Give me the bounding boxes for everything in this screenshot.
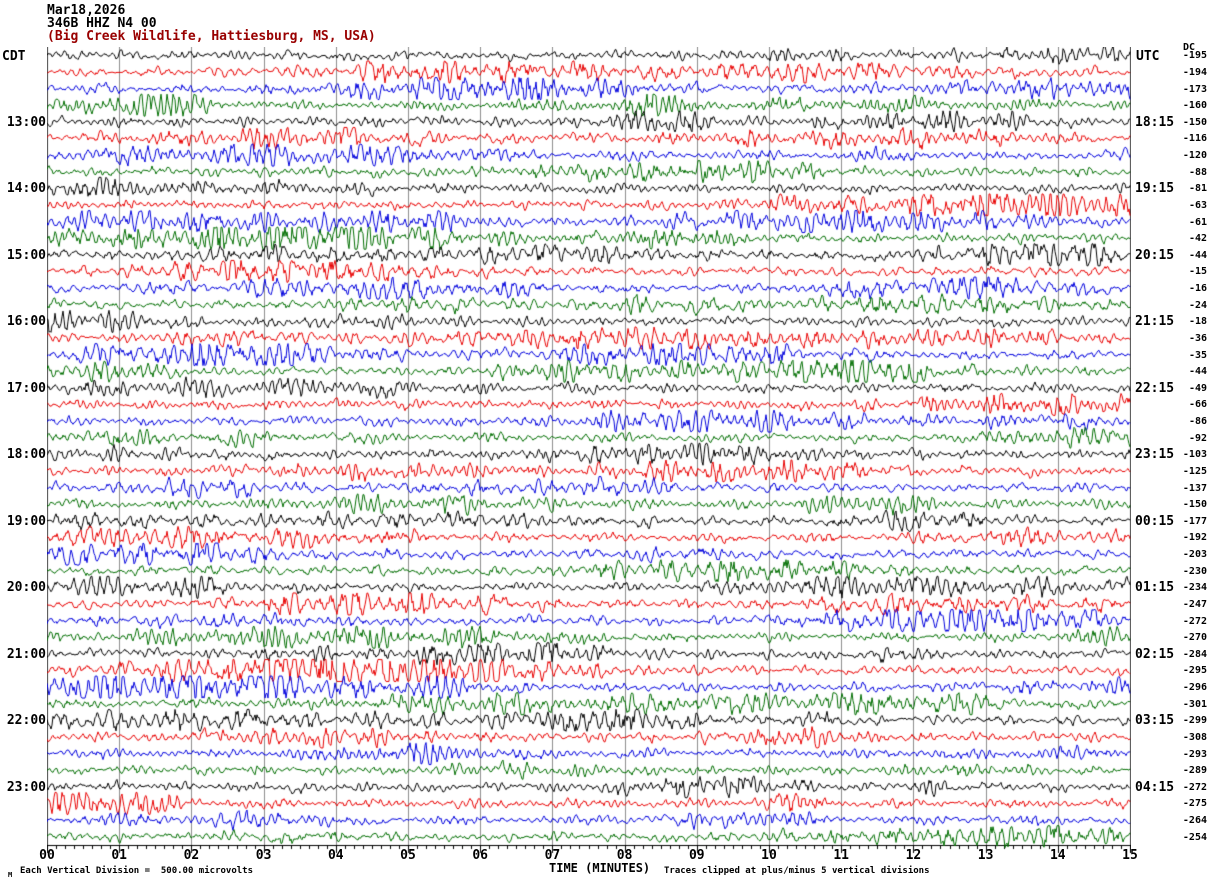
x-tick-label: 02 [183, 848, 200, 863]
dc-offset-value: -296 [1182, 682, 1207, 694]
dc-offset-value: -18 [1188, 316, 1207, 328]
dc-offset-value: -254 [1182, 831, 1207, 843]
dc-offset-value: -49 [1188, 382, 1207, 394]
dc-offset-value: -230 [1182, 565, 1207, 577]
cdt-time-label: 20:00 [6, 580, 46, 596]
dc-offset-value: -16 [1188, 283, 1207, 295]
dc-offset-value: -272 [1182, 781, 1207, 793]
dc-offset-value: -234 [1182, 582, 1207, 594]
dc-offset-value: -15 [1188, 266, 1207, 278]
cdt-time-label: 15:00 [6, 247, 46, 263]
dc-offset-value: -24 [1188, 299, 1207, 311]
dc-offset-value: -177 [1182, 515, 1207, 527]
dc-offset-value: -81 [1188, 183, 1207, 195]
dc-offset-value: -103 [1182, 449, 1207, 461]
left-timezone-label: CDT [2, 49, 26, 64]
dc-offset-header: DC [1183, 42, 1196, 53]
dc-offset-value: -61 [1188, 216, 1207, 228]
dc-offset-value: -295 [1182, 665, 1207, 677]
title-station-location: (Big Creek Wildlife, Hattiesburg, MS, USA) [47, 29, 376, 44]
x-tick-label: 13 [977, 848, 994, 863]
dc-offset-value: -88 [1188, 166, 1207, 178]
x-tick-label: 08 [616, 848, 633, 863]
dc-offset-value: -192 [1182, 532, 1207, 544]
cdt-time-label: 18:00 [6, 447, 46, 463]
dc-offset-value: -173 [1182, 83, 1207, 95]
dc-offset-value: -293 [1182, 748, 1207, 760]
dc-offset-value: -125 [1182, 465, 1207, 477]
x-tick-label: 00 [39, 848, 55, 863]
x-tick-label: 10 [761, 848, 777, 863]
cdt-time-label: 17:00 [6, 380, 46, 396]
utc-time-label: 02:15 [1135, 646, 1175, 662]
dc-offset-value: -160 [1182, 100, 1207, 112]
x-tick-label: 03 [255, 848, 272, 863]
dc-offset-value: -44 [1188, 249, 1207, 261]
dc-offset-value: -194 [1182, 66, 1207, 78]
dc-offset-value: -66 [1188, 399, 1207, 411]
dc-offset-value: -301 [1182, 698, 1207, 710]
x-tick-label: 12 [905, 848, 922, 863]
dc-offset-value: -247 [1182, 598, 1207, 610]
seismogram-canvas [47, 47, 1131, 857]
dc-offset-value: -203 [1182, 549, 1207, 561]
dc-offset-value: -195 [1182, 50, 1207, 62]
dc-offset-value: -86 [1188, 416, 1207, 428]
dc-offset-value: -150 [1182, 116, 1207, 128]
dc-offset-value: -275 [1182, 798, 1207, 810]
title-station-code: 346B HHZ N4 00 [47, 16, 157, 31]
dc-offset-value: -299 [1182, 715, 1207, 727]
dc-offset-value: -116 [1182, 133, 1207, 145]
utc-time-label: 18:15 [1135, 114, 1175, 130]
x-tick-label: 09 [688, 848, 705, 863]
dc-offset-value: -264 [1182, 815, 1207, 827]
utc-time-label: 23:15 [1135, 447, 1175, 463]
dc-offset-value: -272 [1182, 615, 1207, 627]
dc-offset-value: -289 [1182, 765, 1207, 777]
dc-offset-value: -35 [1188, 349, 1207, 361]
dc-offset-value: -120 [1182, 150, 1207, 162]
dc-offset-value: -92 [1188, 432, 1207, 444]
dc-offset-value: -150 [1182, 499, 1207, 511]
utc-time-label: 19:15 [1135, 181, 1175, 197]
dc-offset-value: -36 [1188, 332, 1207, 344]
utc-time-label: 04:15 [1135, 779, 1175, 795]
x-tick-label: 11 [833, 848, 850, 863]
cdt-time-label: 16:00 [6, 314, 46, 330]
dc-offset-value: -42 [1188, 233, 1207, 245]
cdt-time-label: 13:00 [6, 114, 46, 130]
x-tick-label: 01 [111, 848, 128, 863]
dc-offset-value: -308 [1182, 731, 1207, 743]
dc-offset-value: -284 [1182, 648, 1207, 660]
cdt-time-label: 22:00 [6, 713, 46, 729]
utc-time-label: 22:15 [1135, 380, 1175, 396]
wave-logo-mark: M [8, 871, 13, 879]
title-date: Mar18,2026 [47, 3, 126, 18]
utc-time-label: 01:15 [1135, 580, 1175, 596]
dc-offset-value: -270 [1182, 632, 1207, 644]
utc-time-label: 00:15 [1135, 513, 1175, 529]
clipping-note: Traces clipped at plus/minus 5 vertical divisions [664, 866, 930, 876]
dc-offset-value: -137 [1182, 482, 1207, 494]
cdt-time-label: 21:00 [6, 646, 46, 662]
x-tick-label: 06 [472, 848, 489, 863]
x-tick-label: 05 [400, 848, 416, 863]
utc-time-label: 21:15 [1135, 314, 1175, 330]
utc-time-label: 03:15 [1135, 713, 1175, 729]
x-tick-label: 15 [1122, 848, 1138, 863]
cdt-time-label: 14:00 [6, 181, 46, 197]
x-tick-label: 14 [1049, 848, 1066, 863]
dc-offset-value: -63 [1188, 199, 1207, 211]
x-axis-title: TIME (MINUTES) [549, 861, 651, 875]
x-tick-label: 04 [327, 848, 344, 863]
right-timezone-label: UTC [1136, 49, 1160, 64]
cdt-time-label: 23:00 [6, 779, 46, 795]
vertical-scale-note: Each Vertical Division = 500.00 microvolts [20, 866, 253, 876]
utc-time-label: 20:15 [1135, 247, 1175, 263]
dc-offset-value: -44 [1188, 366, 1207, 378]
cdt-time-label: 19:00 [6, 513, 46, 529]
x-tick-label: 07 [544, 848, 561, 863]
